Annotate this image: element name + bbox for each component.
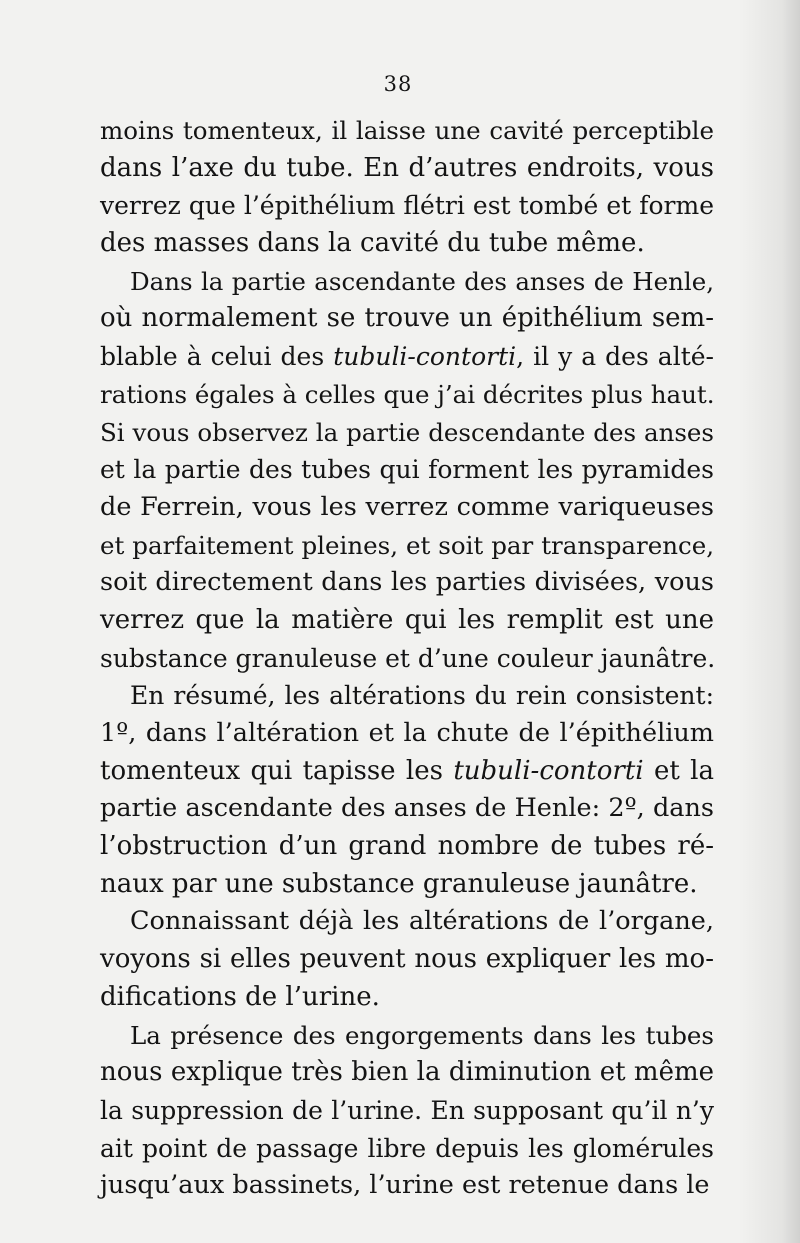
paragraph xyxy=(100,263,714,678)
text-line: difications de l’urine. xyxy=(100,981,380,1012)
text-line: 1º, dans l’altération et la chute de l’épithélium xyxy=(100,718,714,748)
body-text xyxy=(100,112,714,1205)
text-line: des masses dans la cavité du tube même. xyxy=(100,228,645,259)
text-line: soit directement dans les parties divisées, vous xyxy=(100,567,714,598)
page-number: 38 xyxy=(383,72,413,96)
text-line: La présence des engorgements dans les tubes xyxy=(130,1020,714,1050)
text-line: verrez que la matière qui les remplit est une xyxy=(100,604,714,635)
text-segment: tomenteux qui tapisse les xyxy=(100,755,454,786)
text-line: Connaissant déjà les altérations de l’organe, xyxy=(130,906,714,937)
text-line: Dans la partie ascendante des anses de Henle, xyxy=(130,266,714,296)
paragraph xyxy=(100,903,714,1016)
text-line: de Ferrein, vous les verrez comme variqueuses xyxy=(100,491,714,522)
text-segment: et la xyxy=(643,755,714,786)
text-line: En résumé, les altérations du rein consistent: xyxy=(130,681,714,711)
text-line xyxy=(100,338,714,376)
text-line: naux par une substance granuleuse jaunâtre. xyxy=(100,868,698,899)
text-line: où normalement se trouve un épithélium sem- xyxy=(100,303,714,334)
text-segment: , il y a des alté- xyxy=(516,342,714,372)
text-line: moins tomenteux, il laisse une cavité perceptible xyxy=(100,116,714,145)
text-line: verrez que l’épithélium flétri est tombé et forme xyxy=(100,191,714,221)
text-segment: blable à celui des xyxy=(100,342,334,372)
paragraph xyxy=(100,677,714,903)
italic-term: tubuli-contorti xyxy=(333,342,517,372)
text-line: jusqu’aux bassinets, l’urine est retenue dans le xyxy=(100,1170,710,1201)
text-line: rations égales à celles que j’ai décrites plus haut. xyxy=(100,379,715,409)
text-line: substance granuleuse et d’une couleur jaunâtre. xyxy=(100,643,716,673)
text-line: voyons si elles peuvent nous expliquer les mo- xyxy=(100,944,714,975)
paragraph xyxy=(100,112,714,263)
text-line: Si vous observez la partie descendante des anses xyxy=(100,417,714,447)
text-line: partie ascendante des anses de Henle: 2º, dans xyxy=(100,793,714,824)
italic-term: tubuli-contorti xyxy=(453,755,644,786)
text-line xyxy=(100,753,714,791)
page-gutter-shadow xyxy=(738,0,800,1243)
text-line: nous explique très bien la diminution et même xyxy=(100,1057,714,1088)
text-line: dans l’axe du tube. En d’autres endroits, vous xyxy=(100,152,714,183)
text-line: et la partie des tubes qui forment les pyramides xyxy=(100,455,714,485)
paragraph xyxy=(100,1017,714,1205)
text-line: et parfaitement pleines, et soit par transparence, xyxy=(100,530,714,560)
text-line: ait point de passage libre depuis les glomérules xyxy=(100,1133,714,1163)
text-line: l’obstruction d’un grand nombre de tubes ré- xyxy=(100,831,714,862)
text-line: la suppression de l’urine. En supposant qu’il n’y xyxy=(100,1095,714,1125)
